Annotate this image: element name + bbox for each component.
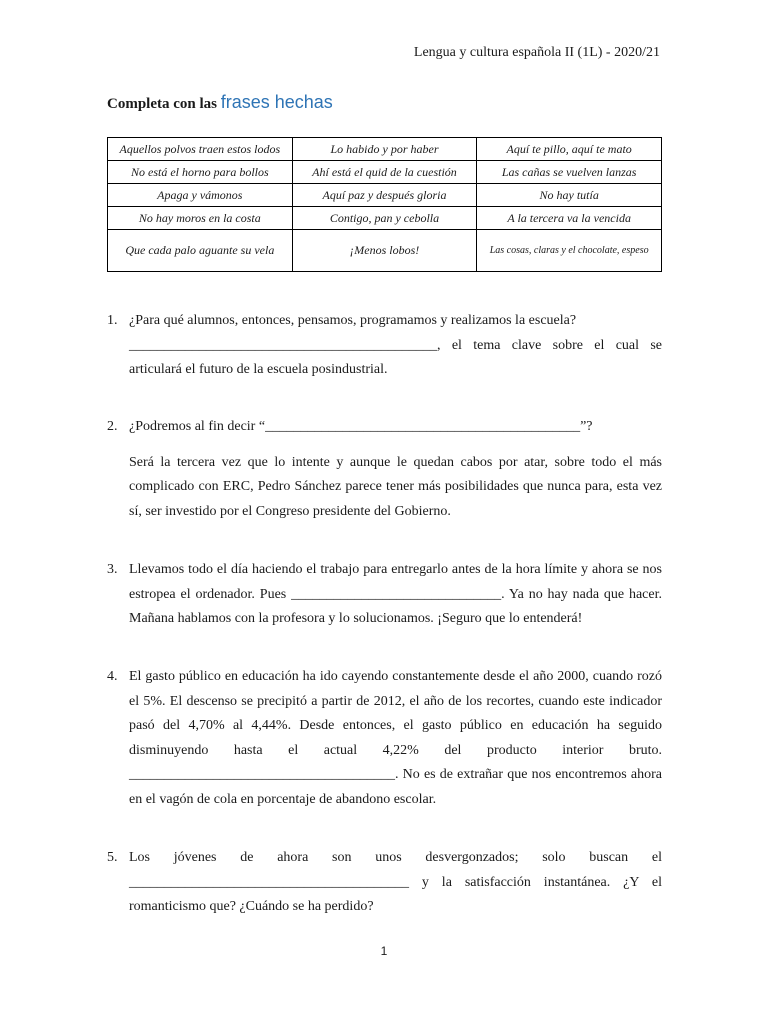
table-cell: No hay tutía [477, 184, 662, 207]
table-cell: Ahí está el quid de la cuestión [292, 161, 477, 184]
exercise-body [129, 665, 662, 812]
table-cell: Apaga y vámonos [108, 184, 293, 207]
exercise-text: Llevamos todo el día haciendo el trabajo para entregarlo antes de la hora límite y ahora se nos estropea el ordenador. Pues ______________________________. Ya no hay nada que hacer. Mañana hablamos con la profesora y lo solucionamos. ¡Seguro que lo entenderá! [129, 562, 662, 626]
exercise-2 [107, 415, 662, 524]
exercise-body [129, 846, 662, 920]
exercise-text: ____________________________________________, el tema clave sobre el cual se articulará el futuro de la escuela posindustrial. [129, 337, 662, 377]
exercise-body [129, 309, 662, 383]
exercise-text: Los jóvenes de ahora son unos desvergonzados; solo buscan el ________________________________________ y la satisfacción instantánea. ¿Y el romanticismo que? ¿Cuándo se ha perdido? [129, 850, 662, 914]
table-cell: Las cañas se vuelven lanzas [477, 161, 662, 184]
exercise-number: 2. [107, 419, 118, 434]
exercise-text: Será la tercera vez que lo intente y aunque le quedan cabos por atar, sobre todo el más complicado con ERC, Pedro Sánchez parece tener más posibilidades que nunca para, esta vez sí, ser investido por el Congreso presidente del Gobierno. [129, 454, 662, 519]
phrases-table [107, 137, 662, 272]
document-header: Lengua y cultura española II (1L) - 2020/21 [413, 45, 660, 60]
exercise-5 [107, 846, 662, 920]
table-cell: Aquí paz y después gloria [292, 184, 477, 207]
table-cell: Aquí te pillo, aquí te mato [477, 138, 662, 161]
table-cell: A la tercera va la vencida [477, 207, 662, 230]
exercise-3 [107, 558, 662, 632]
title-accent: frases hechas [220, 92, 333, 112]
exercise-number: 1. [107, 313, 118, 328]
table-row [108, 184, 662, 207]
table-cell: ¡Menos lobos! [292, 230, 477, 272]
table-cell: Que cada palo aguante su vela [108, 230, 293, 272]
table-cell: No está el horno para bollos [108, 161, 293, 184]
exercise-number: 3. [107, 562, 118, 577]
table-row [108, 230, 662, 272]
exercise-number: 5. [107, 850, 118, 865]
exercise-title [107, 92, 333, 113]
title-prefix: Completa con las [107, 96, 221, 112]
table-cell: Lo habido y por haber [292, 138, 477, 161]
exercise-text: El gasto público en educación ha ido cayendo constantemente desde el año 2000, cuando rozó el 5%. El descenso se precipitó a partir de 2012, el año de los recortes, cuando este indicador pasó del 4,70% al 4,44%. Desde entonces, el gasto público en educación ha seguido disminuyendo hasta el actual 4,22% del producto interior bruto. ______________________________________. No es de extrañar que nos encontremos ahora en el vagón de cola en porcentaje de abandono escolar. [129, 669, 662, 807]
table-cell: Aquellos polvos traen estos lodos [108, 138, 293, 161]
exercise-1 [107, 309, 662, 383]
exercise-4 [107, 665, 662, 812]
exercise-question: ¿Podremos al fin decir “_____________________________________________”? [129, 419, 593, 434]
exercise-body [129, 558, 662, 632]
table-cell: No hay moros en la costa [108, 207, 293, 230]
table-row [108, 161, 662, 184]
table-cell: Contigo, pan y cebolla [292, 207, 477, 230]
exercise-body [129, 415, 662, 524]
table-row [108, 138, 662, 161]
table-cell: Las cosas, claras y el chocolate, espeso [477, 230, 662, 272]
table-row [108, 207, 662, 230]
exercise-question: ¿Para qué alumnos, entonces, pensamos, programamos y realizamos la escuela? [129, 313, 577, 328]
exercise-number: 4. [107, 669, 118, 684]
page-number: 1 [380, 944, 388, 958]
